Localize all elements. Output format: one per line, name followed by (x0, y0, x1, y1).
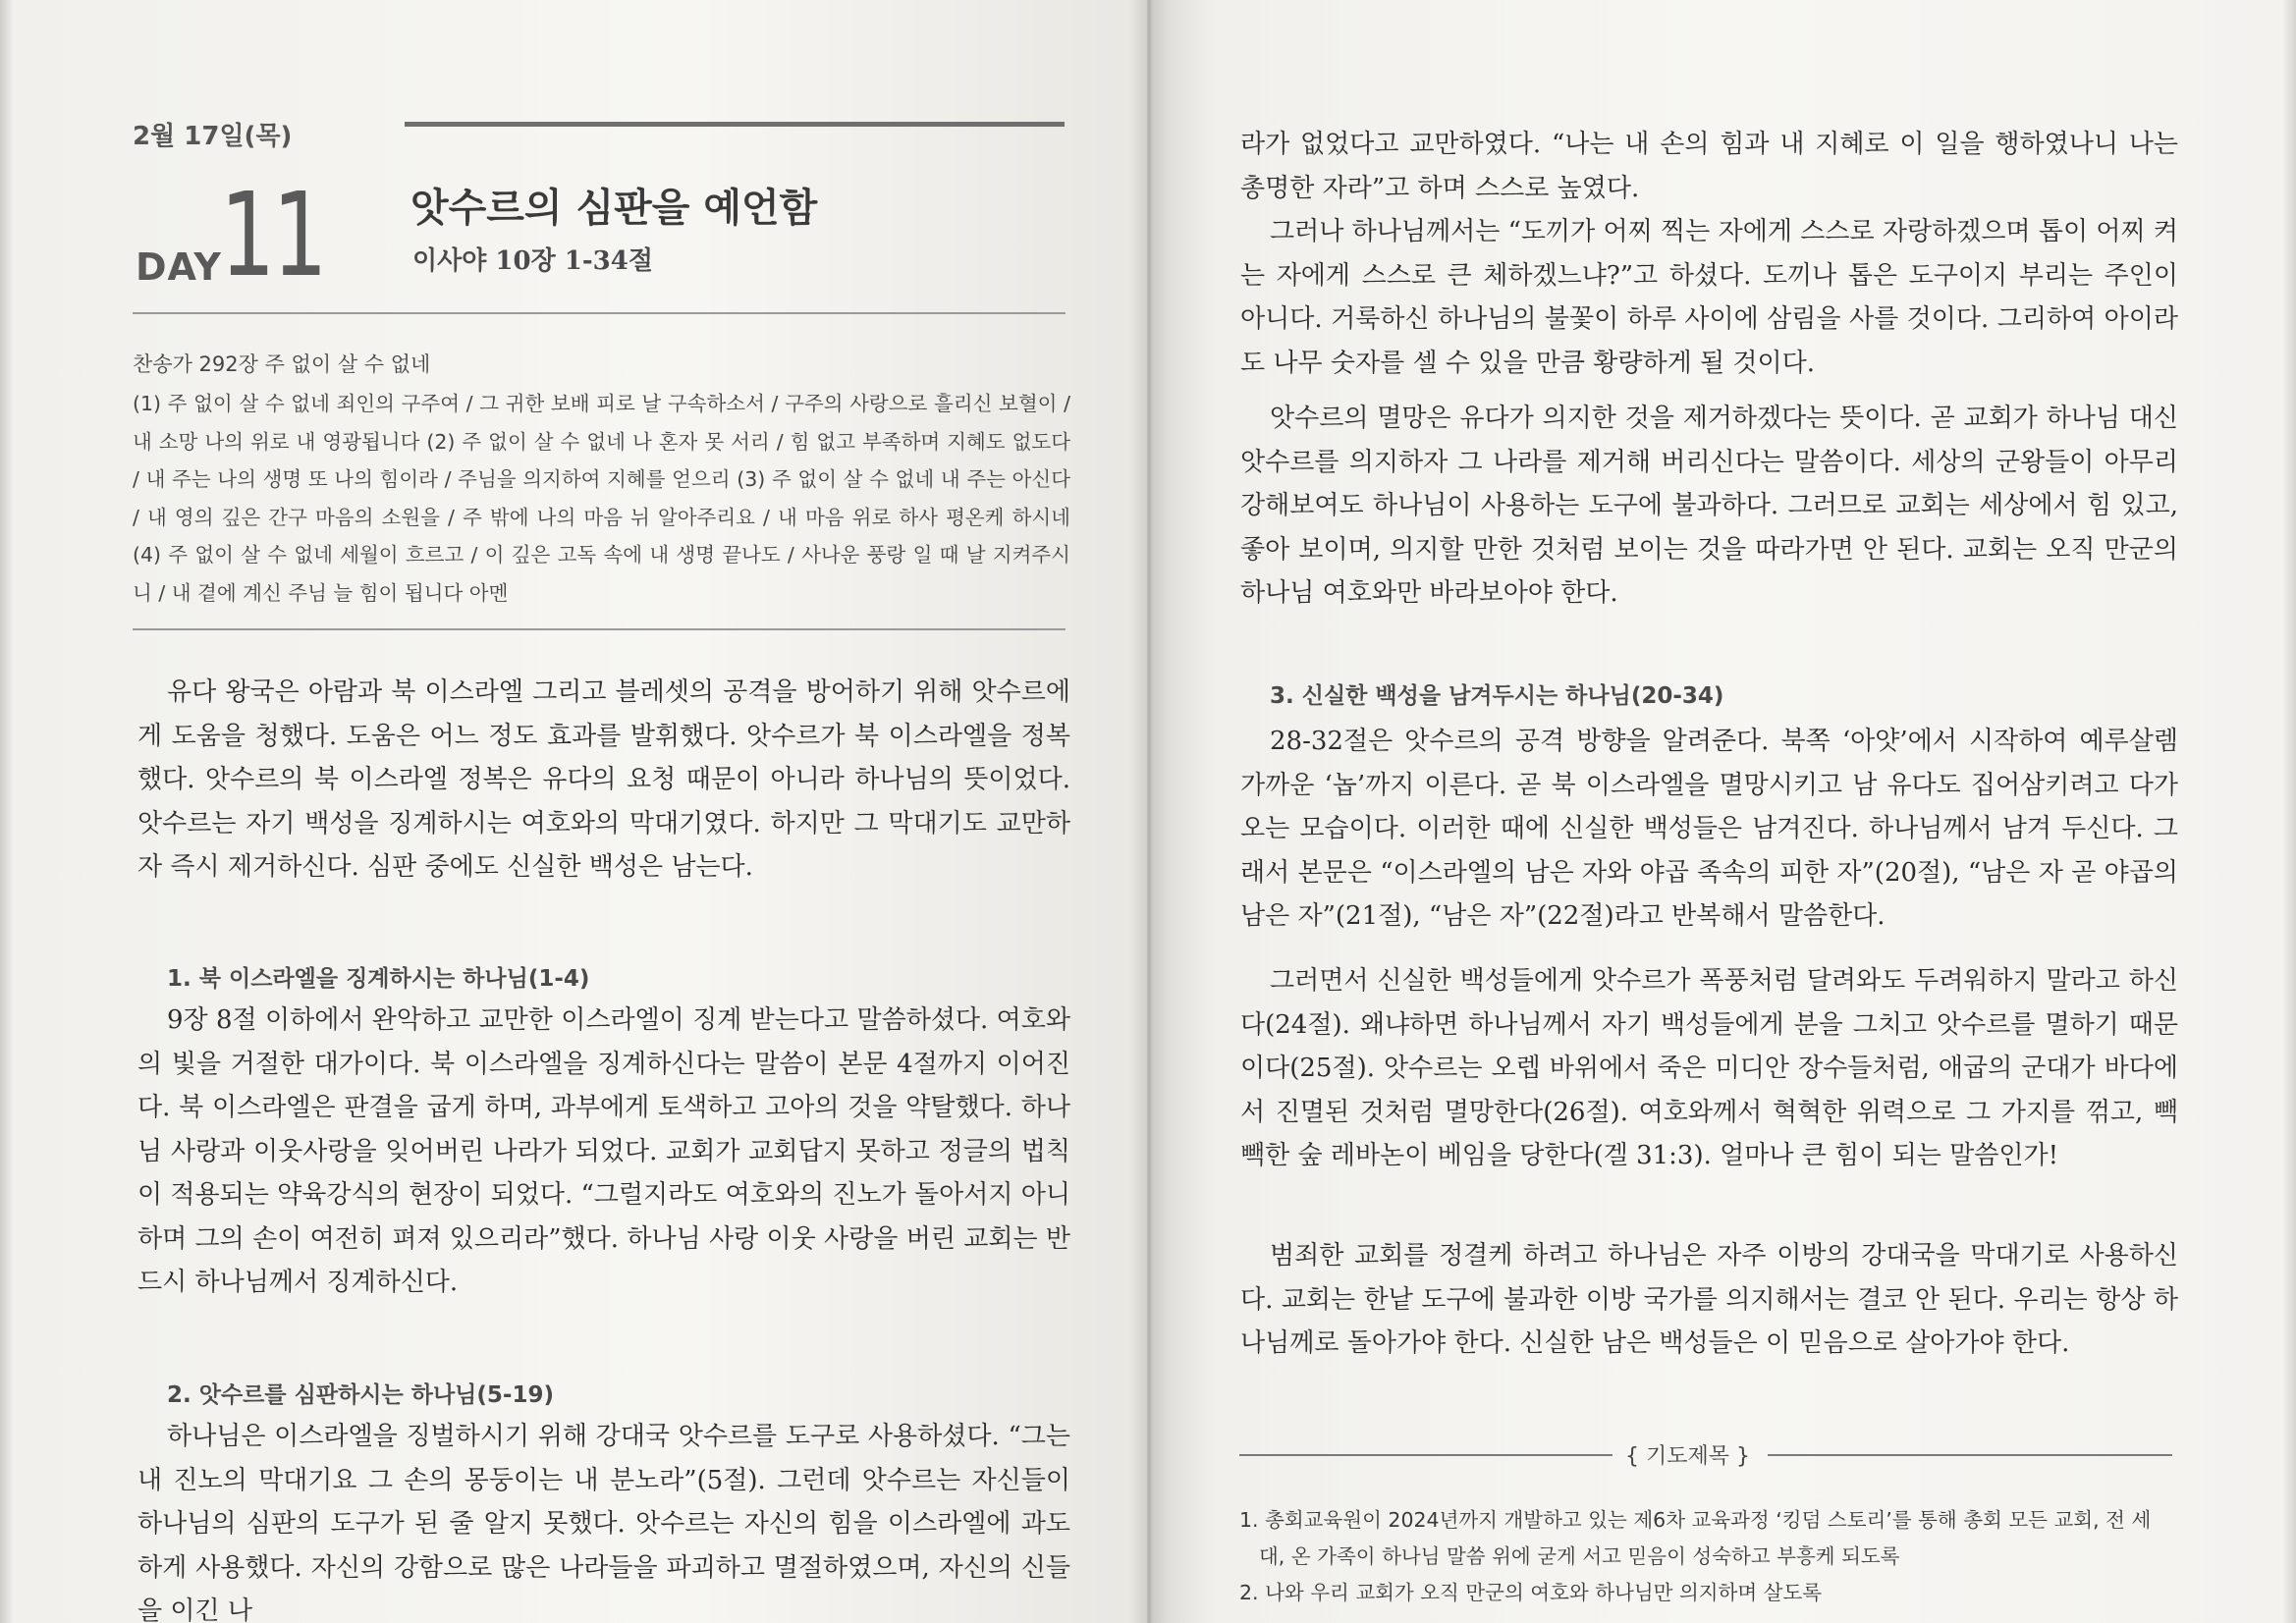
page-edge-right (2282, 0, 2296, 1623)
hymn-title: 찬송가 292장 주 없이 살 수 없네 (133, 352, 431, 376)
prayer-item-1: 1. 총회교육원이 2024년까지 개발하고 있는 제6차 교육과정 ‘킹덤 스토리’를 통해 총회 모든 교회, 전 세대, 온 가족이 하나님 말씀 위에 굳게 서고 믿음이 성숙하고 부흥케 되도록 (1239, 1508, 2152, 1568)
section-body-3b: 그러면서 신실한 백성들에게 앗수르가 폭풍처럼 달려와도 두려워하지 말라고 하신다(24절). 왜냐하면 하나님께서 자기 백성들에게 분을 그치고 앗수르를 멸하기 때문이다(25절). 앗수르는 오렙 바위에서 죽은 미디안 장수들처럼, 애굽의 군대가 바다에서 진멸된 것처럼 멸망한다(26절). 여호와께서 혁혁한 위력으로 그 가지를 꺾고, 빽빽한 숲 레바논이 베임을 당한다(겔 31:3). 얼마나 큰 힘이 되는 말씀인가! (1240, 966, 2178, 1170)
intro-paragraph: 유다 왕국은 아람과 북 이스라엘 그리고 블레셋의 공격을 방어하기 위해 앗수르에게 도움을 청했다. 도움은 어느 정도 효과를 발휘했다. 앗수르가 북 이스라엘을 정복했다. 앗수르의 북 이스라엘 정복은 유다의 요청 때문이 아니라 하나님의 뜻이었다. 앗수르는 자기 백성을 징계하시는 여호와의 막대기였다. 하지만 그 막대기도 교만하자 즉시 제거하신다. 심판 중에도 신실한 백성은 남는다. (137, 677, 1070, 882)
paragraph-3: 앗수르의 멸망은 유다가 의지한 것을 제거하겠다는 뜻이다. 곧 교회가 하나님 대신 앗수르를 의지하자 그 나라를 제거해 버리신다는 말씀이다. 세상의 군왕들이 아무리 강해보여도 하나님이 사용하는 도구에 불과하다. 그러므로 교회는 세상에서 힘 있고, 좋아 보이며, 의지할 만한 것처럼 보이는 것을 따라가면 안 된다. 교회는 오직 만군의 하나님 여호와만 바라보아야 한다. (1240, 404, 2178, 608)
header-bar (405, 122, 1065, 127)
date-label: 2월 17일(목) (133, 122, 293, 151)
page-edge-left (0, 0, 14, 1623)
conclusion-paragraph: 범죄한 교회를 정결케 하려고 하나님은 자주 이방의 강대국을 막대기로 사용하신다. 교회는 한낱 도구에 불과한 이방 국가를 의지해서는 결코 안 된다. 우리는 항상 하나님께로 돌아가야 한다. 신실한 남은 백성들은 이 믿음으로 살아가야 한다. (1240, 1241, 2178, 1358)
continued-paragraph: 라가 없었다고 교만하였다. “나는 내 손의 힘과 내 지혜로 이 일을 행하였나니 나는 총명한 자라”고 하며 스스로 높였다. (1240, 130, 2178, 203)
prayer-divider-left (1239, 1454, 1613, 1456)
section-heading-3: 3. 신실한 백성을 남겨두시는 하나님(20-34) (1270, 683, 1724, 709)
section-heading-1: 1. 북 이스라엘을 징계하시는 하나님(1-4) (167, 966, 590, 992)
section-body-3a: 28-32절은 앗수르의 공격 방향을 알려준다. 북쪽 ‘아얏’에서 시작하여 예루살렘 가까운 ‘놉’까지 이른다. 곧 북 이스라엘을 멸망시키고 남 유다도 집어삼키려고 다가오는 모습이다. 이러한 때에 신실한 백성들은 남겨진다. 하나님께서 남겨 두신다. 그래서 본문은 “이스라엘의 남은 자와 야곱 족속의 피한 자”(20절), “남은 자 곧 야곱의 남은 자”(21절), “남은 자”(22절)라고 반복해서 말씀한다. (1240, 727, 2178, 931)
divider-top (133, 312, 1066, 314)
prayer-item-2: 2. 나와 우리 교회가 오직 만군의 여호와 하나님만 의지하며 살도록 (1239, 1581, 1823, 1604)
prayer-divider-right (1768, 1454, 2172, 1456)
day-number: 11 (220, 167, 325, 302)
section-body-1: 9장 8절 이하에서 완악하고 교만한 이스라엘이 징계 받는다고 말씀하셨다. 여호와의 빛을 거절한 대가이다. 북 이스라엘을 징계하신다는 말씀이 본문 4절까지 이어진다. 북 이스라엘은 판결을 굽게 하며, 과부에게 토색하고 고아의 것을 약탈했다. 하나님 사랑과 이웃사랑을 잊어버린 나라가 되었다. 교회가 교회답지 못하고 정글의 법칙이 적용되는 약육강식의 현장이 되었다. “그럴지라도 여호와의 진노가 돌아서지 아니하며 그의 손이 여전히 펴져 있으리라”했다. 하나님 사랑 이웃 사랑을 버린 교회는 반드시 하나님께서 징계하신다. (137, 1005, 1070, 1297)
page-title: 앗수르의 심판을 예언함 (410, 186, 818, 231)
divider-hymn (133, 628, 1066, 630)
paragraph-2: 그러나 하나님께서는 “도끼가 어찌 찍는 자에게 스스로 자랑하겠으며 톱이 어찌 켜는 자에게 스스로 큰 체하겠느냐?”고 하셨다. 도끼나 톱은 도구이지 부리는 주인이 아니다. 거룩하신 하나님의 불꽃이 하루 사이에 삼림을 사를 것이다. 그리하여 아이라도 나무 숫자를 셀 수 있을 만큼 황량하게 될 것이다. (1240, 217, 2178, 378)
scripture-reference: 이사야 10장 1-34절 (412, 246, 653, 276)
book-gutter (1129, 0, 1169, 1623)
day-label: DAY (136, 245, 222, 289)
hymn-lyrics: (1) 주 없이 살 수 없네 죄인의 구주여 / 그 귀한 보배 피로 날 구속하소서 / 구주의 사랑으로 흘리신 보혈이 / 내 소망 나의 위로 내 영광됩니다 (2) 주 없이 살 수 없네 나 혼자 못 서리 / 힘 없고 부족하며 지혜도 없도다 / 내 주는 나의 생명 또 나의 힘이라 / 주님을 의지하여 지혜를 얻으리 (3) 주 없이 살 수 없네 내 주는 아신다 / 내 영의 깊은 간구 마음의 소원을 / 주 밖에 나의 마음 뉘 알아주리요 / 내 마음 위로 하사 평온케 하시네 (4) 주 없이 살 수 없네 세월이 흐르고 / 이 깊은 고독 속에 내 생명 끝나도 / 사나운 풍랑 일 때 날 지켜주시니 / 내 곁에 계신 주님 늘 힘이 됩니다 아멘 (133, 392, 1070, 605)
prayer-list (1239, 1502, 2172, 1611)
section-heading-2: 2. 앗수르를 심판하시는 하나님(5-19) (167, 1382, 554, 1408)
section-body-2: 하나님은 이스라엘을 징벌하시기 위해 강대국 앗수르를 도구로 사용하셨다. “그는 내 진노의 막대기요 그 손의 몽둥이는 내 분노라”(5절). 그런데 앗수르는 자신들이 하나님의 심판의 도구가 된 줄 알지 못했다. 앗수르는 자신의 힘을 이스라엘에 과도하게 사용했다. 자신의 강함으로 많은 나라들을 파괴하고 멸절하였으며, 자신의 신들을 이긴 나 (137, 1422, 1070, 1623)
prayer-title: { 기도제목 } (1625, 1444, 1750, 1469)
left-page (0, 0, 1147, 1623)
right-page (1147, 0, 2296, 1623)
